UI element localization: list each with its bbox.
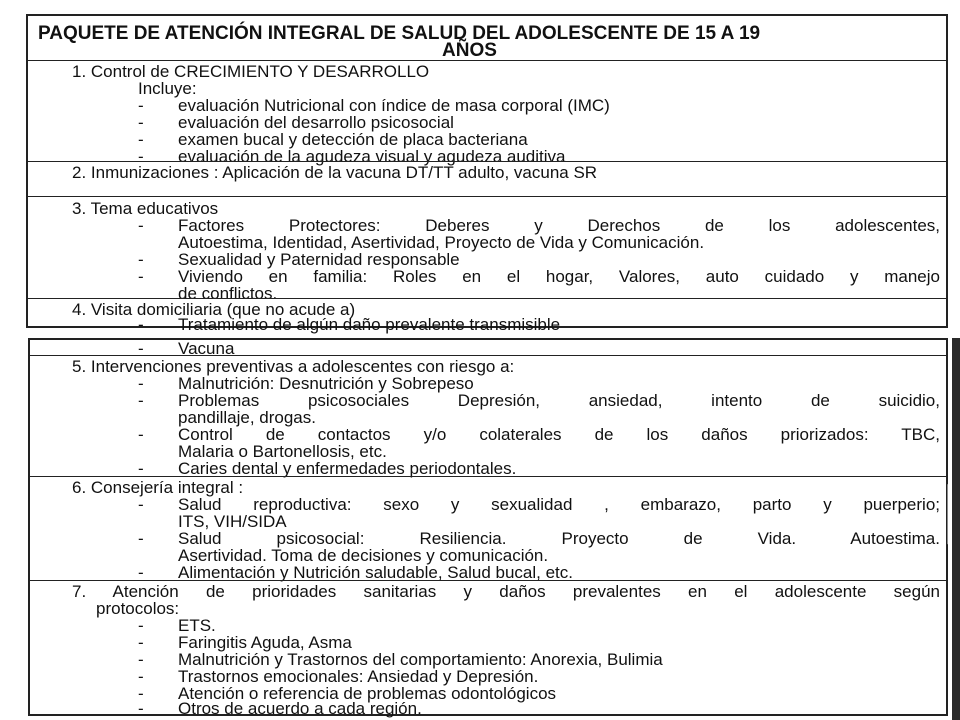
section-4-heading: 4. Visita domiciliaria (que no acude a) <box>72 300 356 319</box>
document-title-line1: PAQUETE DE ATENCIÓN INTEGRAL DE SALUD DEL ADOLESCENTE DE 15 A 19 <box>38 23 761 44</box>
section-3-heading: 3. Tema educativos <box>72 199 219 218</box>
section-7-heading: 7. Atención de prioridades sanitarias y daños prevalentes en el adolescente según <box>72 582 940 601</box>
table-part-2 <box>28 338 948 716</box>
section-7-item: Trastornos emocionales: Ansiedad y Depresión. <box>178 667 539 686</box>
section-6-heading: 6. Consejería integral : <box>72 478 244 497</box>
bullet-dash: - <box>138 529 144 548</box>
bullet-dash: - <box>138 374 144 393</box>
bullet-dash: - <box>138 699 144 718</box>
section-1-heading: 1. Control de CRECIMIENTO Y DESARROLLO <box>72 62 430 81</box>
bullet-dash: - <box>138 684 144 703</box>
row-divider <box>28 196 946 197</box>
row-divider <box>28 161 946 162</box>
section-5-heading: 5. Intervenciones preventivas a adolescentes con riesgo a: <box>72 357 515 376</box>
bullet-dash: - <box>138 633 144 652</box>
section-1-item: examen bucal y detección de placa bacteriana <box>178 130 528 149</box>
bullet-dash: - <box>138 495 144 514</box>
bullet-dash: - <box>138 96 144 115</box>
bullet-dash: - <box>138 459 144 478</box>
page-edge-mark <box>947 475 960 544</box>
table-part-1 <box>26 14 948 334</box>
section-3-item-cont: Autoestima, Identidad, Asertividad, Proyecto de Vida y Comunicación. <box>178 233 705 252</box>
section-7-item: Otros de acuerdo a cada región. <box>178 699 422 718</box>
bullet-dash: - <box>138 563 144 582</box>
section-1-item: evaluación del desarrollo psicosocial <box>178 113 454 132</box>
row-divider <box>30 580 946 581</box>
section-7-item: Faringitis Aguda, Asma <box>178 633 352 652</box>
row-divider <box>28 60 946 61</box>
section-7-item: Malnutrición y Trastornos del comportamiento: Anorexia, Bulimia <box>178 650 663 669</box>
bullet-dash: - <box>138 147 144 166</box>
bullet-dash: - <box>138 315 144 334</box>
section-3-item: Sexualidad y Paternidad responsable <box>178 250 460 269</box>
section-1-incluye: Incluye: <box>138 79 197 98</box>
section-3-item: Viviendo en familia: Roles en el hogar, Valores, auto cuidado y manejo <box>178 267 940 286</box>
row-divider <box>30 355 946 356</box>
section-6-item-cont: Asertividad. Toma de decisiones y comunicación. <box>178 546 549 565</box>
section-5-item: Caries dental y enfermedades periodontales. <box>178 459 517 478</box>
section-1-item: evaluación Nutricional con índice de masa corporal (IMC) <box>178 96 610 115</box>
section-5-item-cont: pandillaje, drogas. <box>178 408 316 427</box>
section-6-item-cont: ITS, VIH/SIDA <box>178 512 287 531</box>
section-6-item: Salud reproductiva: sexo y sexualidad , embarazo, parto y puerperio; <box>178 495 940 514</box>
section-6-item: Salud psicosocial: Resiliencia. Proyecto de Vida. Autoestima. <box>178 529 940 548</box>
section-5-item: Problemas psicosociales Depresión, ansiedad, intento de suicidio, <box>178 391 940 410</box>
bullet-dash: - <box>138 250 144 269</box>
section-2-heading: 2. Inmunizaciones : Aplicación de la vacuna DT/TT adulto, vacuna SR <box>72 163 598 182</box>
section-3-item-cont: de conflictos. <box>178 284 278 303</box>
section-1-item: evaluación de la agudeza visual y agudeza auditiva <box>178 147 566 166</box>
section-4-item: Tratamiento de algún daño prevalente transmisible <box>178 315 561 334</box>
bullet-dash: - <box>138 216 144 235</box>
bullet-dash: - <box>138 339 144 358</box>
section-7-item: ETS. <box>178 616 216 635</box>
section-7-item: Atención o referencia de problemas odontológicos <box>178 684 557 703</box>
section-7-heading-cont: protocolos: <box>96 599 180 618</box>
bullet-dash: - <box>138 425 144 444</box>
bullet-dash: - <box>138 113 144 132</box>
row-divider <box>28 298 946 299</box>
bullet-dash: - <box>138 616 144 635</box>
section-5-item: Control de contactos y/o colaterales de los daños priorizados: TBC, <box>178 425 940 444</box>
bullet-dash: - <box>138 667 144 686</box>
bullet-dash: - <box>138 650 144 669</box>
section-4-item: Vacuna <box>178 339 235 358</box>
section-6-item: Alimentación y Nutrición saludable, Salud bucal, etc. <box>178 563 573 582</box>
section-5-item: Malnutrición: Desnutrición y Sobrepeso <box>178 374 474 393</box>
row-divider <box>30 476 946 477</box>
section-3-item: Factores Protectores: Deberes y Derechos de los adolescentes, <box>178 216 940 235</box>
document-title-line2: AÑOS <box>442 40 497 61</box>
section-5-item-cont: Malaria o Bartonellosis, etc. <box>178 442 387 461</box>
bullet-dash: - <box>138 267 144 286</box>
bullet-dash: - <box>138 391 144 410</box>
bullet-dash: - <box>138 130 144 149</box>
